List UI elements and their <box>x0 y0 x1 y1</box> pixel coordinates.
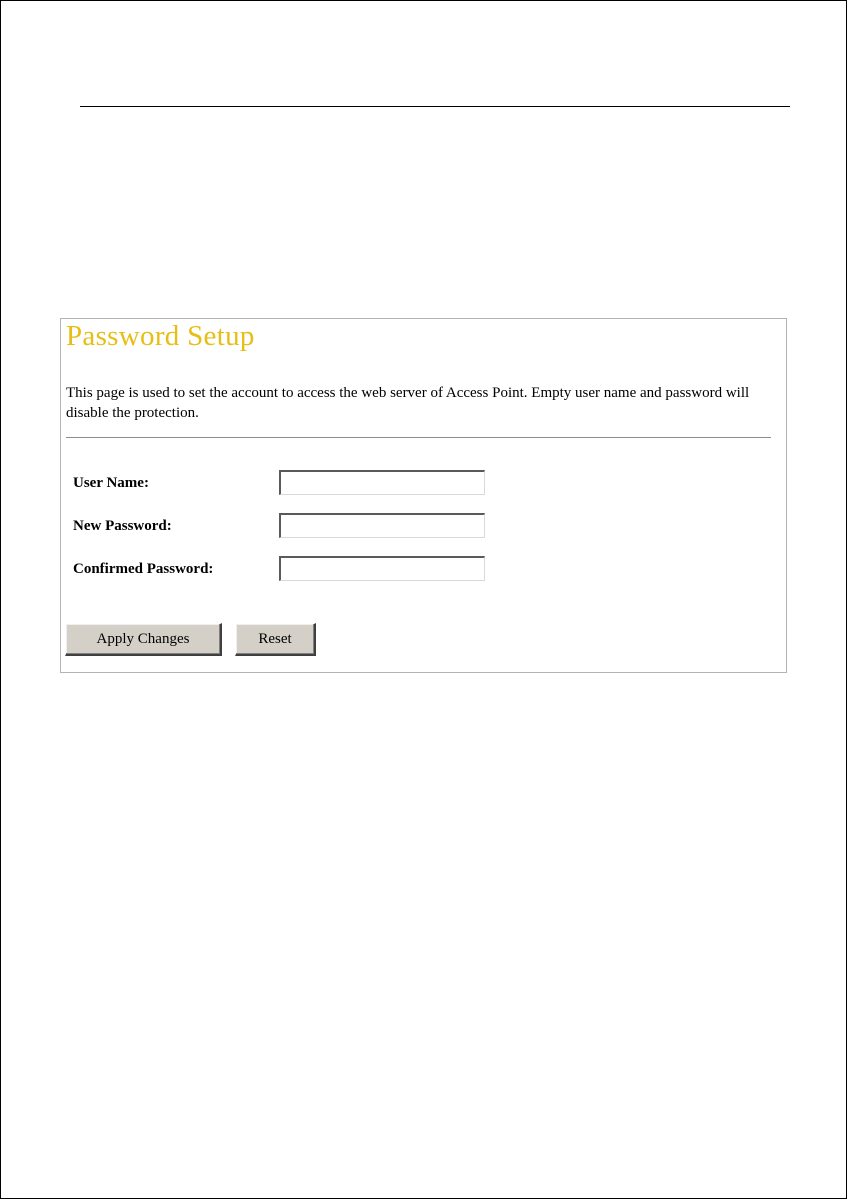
section-divider <box>66 437 771 438</box>
confirmed-password-input[interactable] <box>279 556 485 581</box>
new-password-row <box>73 513 493 543</box>
new-password-input[interactable] <box>279 513 485 538</box>
password-setup-panel <box>60 318 787 673</box>
confirmed-password-label: Confirmed Password: <box>73 561 214 577</box>
confirmed-password-row <box>73 556 493 586</box>
user-name-label: User Name: <box>73 475 149 491</box>
reset-button[interactable]: Reset <box>235 623 316 656</box>
new-password-label: New Password: <box>73 518 172 534</box>
user-name-row <box>73 470 493 500</box>
user-name-input[interactable] <box>279 470 485 495</box>
header-divider <box>80 106 790 107</box>
page-description: This page is used to set the account to access the web server of Access Point. Empty user name and password will disable the protection. <box>66 385 750 421</box>
apply-changes-button[interactable]: Apply Changes <box>65 623 222 656</box>
page-title: Password Setup <box>66 320 255 352</box>
